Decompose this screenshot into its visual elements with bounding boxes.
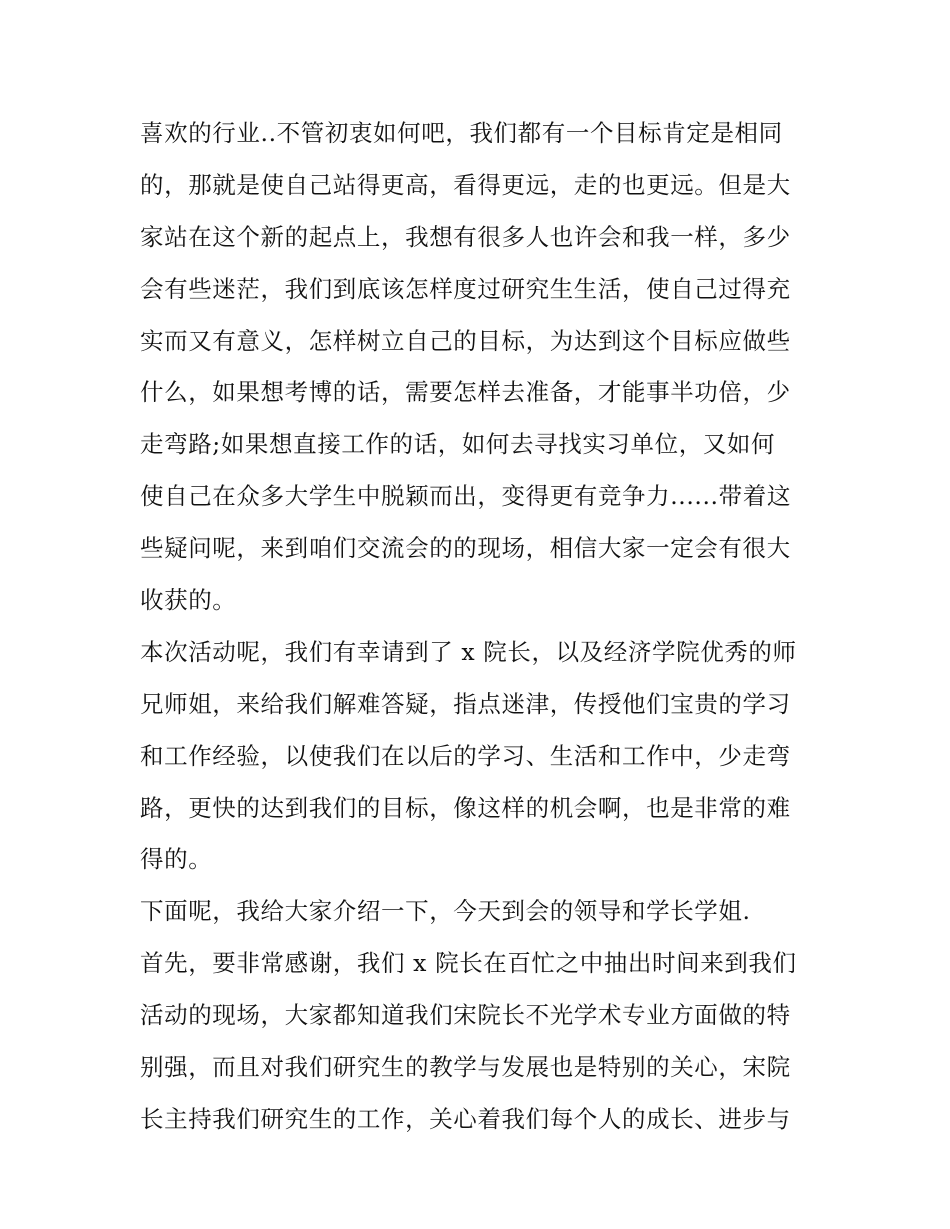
text-line-10: 收获的。: [140, 586, 237, 615]
text-line-15: 得的。: [140, 845, 213, 874]
text-line-3: 家站在这个新的起点上，我想有很多人也许会和我一样，多少: [140, 222, 791, 251]
text-line-8: 使自己在众多大学生中脱颖而出，变得更有竞争力......带着这: [140, 482, 791, 511]
document-page: [140, 108, 820, 1146]
text-line-2: 的，那就是使自己站得更高，看得更远，走的也更远。但是大: [140, 170, 791, 199]
text-line-5: 实而又有意义，怎样树立自己的目标，为达到这个目标应做些: [140, 326, 791, 355]
text-line-7: 走弯路;如果想直接工作的话，如何去寻找实习单位，又如何: [140, 430, 776, 459]
text-line-13: 和工作经验，以使我们在以后的学习、生活和工作中，少走弯: [140, 741, 791, 770]
text-line-14: 路，更快的达到我们的目标，像这样的机会啊，也是非常的难: [140, 793, 791, 822]
text-line-4: 会有些迷茫，我们到底该怎样度过研究生生活，使自己过得充: [140, 274, 791, 303]
text-line-1: 喜欢的行业..不管初衷如何吧，我们都有一个目标肯定是相同: [140, 119, 783, 147]
text-line-20: 长主持我们研究生的工作，关心着我们每个人的成长、进步与: [140, 1104, 791, 1133]
text-line-18: 活动的现场，大家都知道我们宋院长不光学术专业方面做的特: [140, 1001, 791, 1030]
text-line-17: 首先，要非常感谢，我们 x 院长在百忙之中抽出时间来到我们: [140, 949, 797, 978]
text-line-16: 下面呢，我给大家介绍一下，今天到会的领导和学长学姐.: [140, 897, 751, 926]
text-line-11: 本次活动呢，我们有幸请到了 x 院长，以及经济学院优秀的师: [140, 637, 797, 666]
text-line-9: 些疑问呢，来到咱们交流会的的现场，相信大家一定会有很大: [140, 534, 791, 563]
text-line-6: 什么，如果想考博的话，需要怎样去准备，才能事半功倍，少: [140, 378, 791, 407]
text-line-19: 别强，而且对我们研究生的教学与发展也是特别的关心，宋院: [140, 1053, 791, 1082]
text-line-12: 兄师姐，来给我们解难答疑，指点迷津，传授他们宝贵的学习: [140, 689, 791, 718]
